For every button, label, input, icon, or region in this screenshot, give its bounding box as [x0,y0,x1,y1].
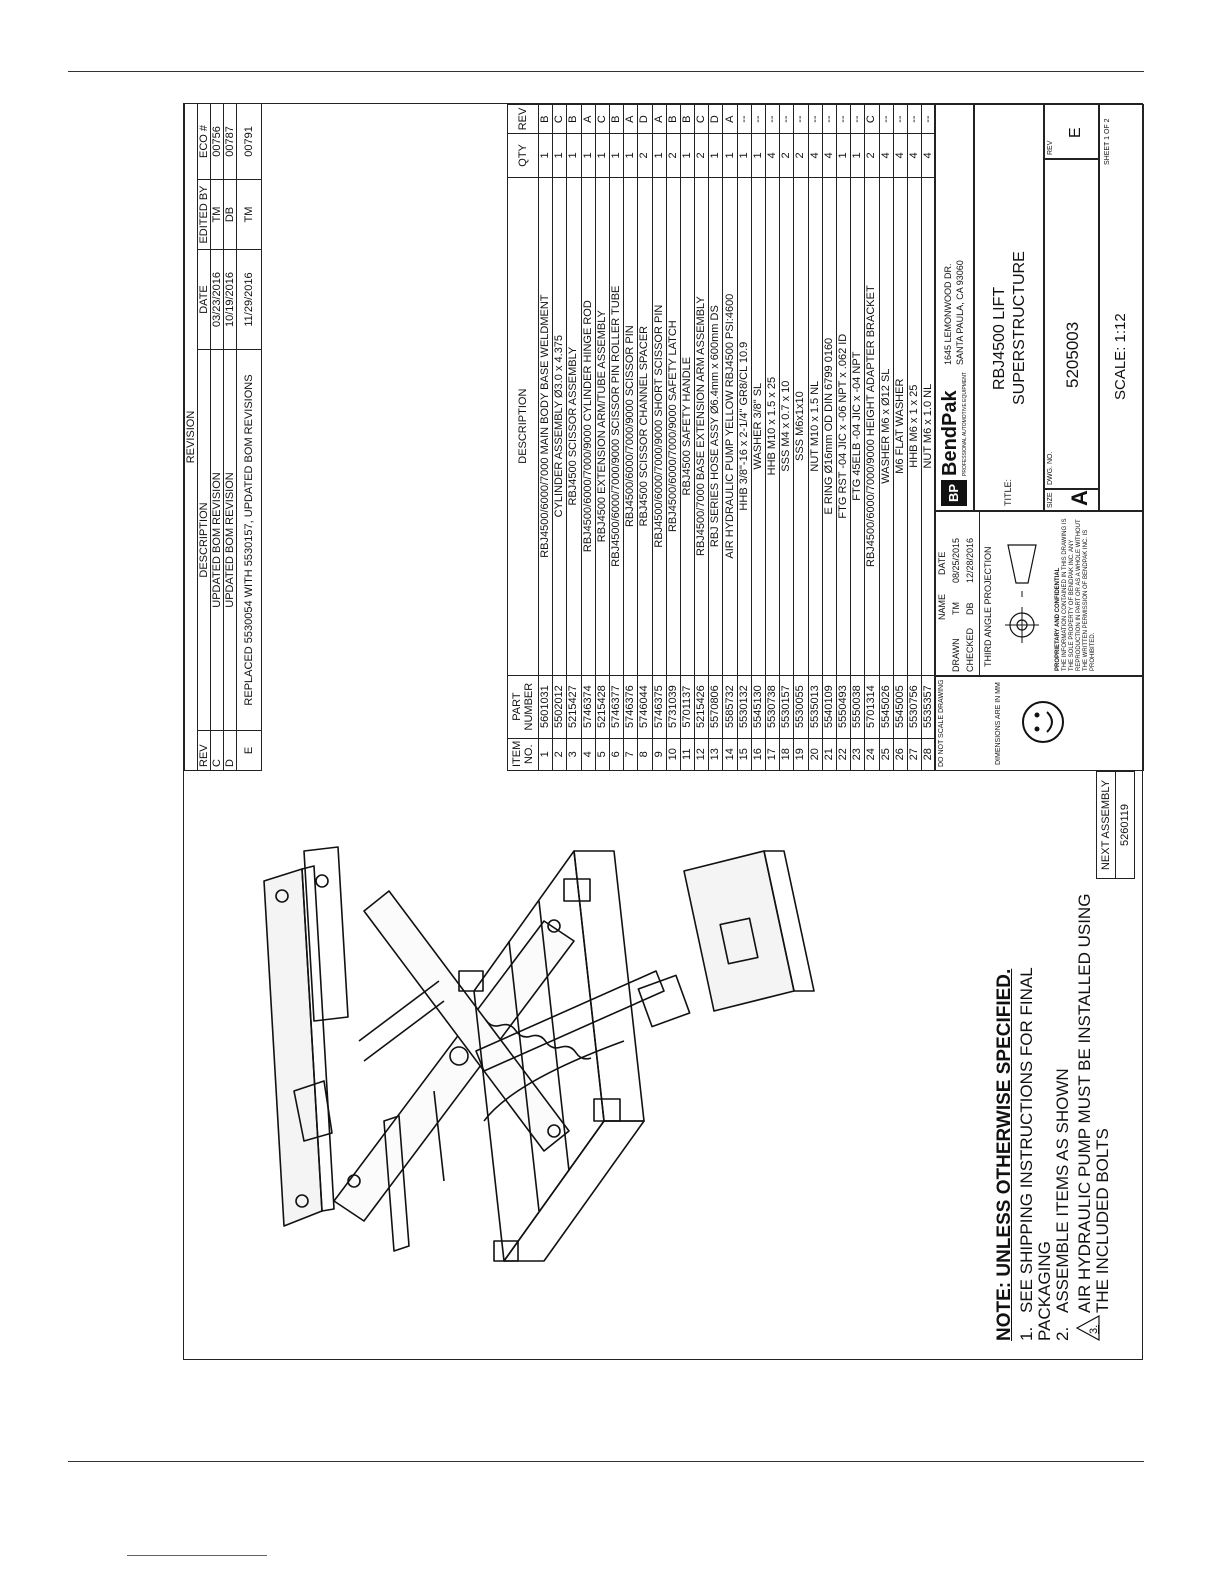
bom-cell-part: 5530157 [780,675,794,738]
bom-cell-description: SSS M4 x 0.7 x 10 [780,177,794,675]
table-row [794,105,808,771]
bom-cell-description: RBJ4500/6000/7000/9000 HEIGHT ADAPTER BRACKET [865,177,879,675]
bom-cell-description: NUT M10 x 1.5 NL [808,177,822,675]
bom-cell-description: HHB 3/8"-16 x 2-1/4" GR8/CL 10.9 [737,177,751,675]
bom-cell-qty: 1 [680,134,694,177]
bom-cell-qty: 1 [595,134,609,177]
address-line-2: SANTA PAULA, CA 93060 [955,260,965,365]
bom-cell-item: 1 [539,738,553,770]
bom-cell-rev: B [666,105,680,134]
bom-cell-part: 5731039 [666,675,680,738]
bom-cell-rev: C [695,105,709,134]
proprietary-notice: PROPRIETARY AND CONFIDENTIAL THE INFORMATION CONTAINED IN THIS DRAWING IS THE SOLE PROPERTY OF BENDPAK INC. ANY REPRODUCTION IN PART OR AS A WHOLE WITHOUT THE WRITTEN PERMISSION OF BENDPAK INC. IS PROHIBITED. [1055,518,1096,671]
bom-cell-qty: 1 [567,134,581,177]
bom-cell-part: 5746376 [624,675,638,738]
bom-cell-part: 5545026 [879,675,893,738]
bom-cell-part: 5550493 [836,675,850,738]
table-row: E REPLACED 5530054 WITH 5530157, UPDATED BOM REVISIONS 11/29/2016 TM 00791 [237,103,262,770]
bom-cell-part: 5540109 [822,675,836,738]
table-row [609,105,623,771]
scale-value: SCALE: 1:12 [1112,313,1129,400]
bom-cell-part: 5530055 [794,675,808,738]
bom-cell-description: HHB M6 x 1 x 25 [907,177,921,675]
bom-cell-item: 9 [652,738,666,770]
bom-cell-rev: -- [794,105,808,134]
next-assembly-label: NEXT ASSEMBLY [1097,772,1116,879]
bom-cell-item: 5 [595,738,609,770]
table-row [865,105,879,771]
part-header: PART NUMBER [508,675,539,738]
bom-cell-item: 7 [624,738,638,770]
table-row [851,105,865,771]
bom-cell-item: 4 [581,738,595,770]
table-row [836,105,850,771]
bom-cell-item: 10 [666,738,680,770]
size-box [1044,489,1099,511]
table-row [893,105,907,771]
bom-cell-description: RBJ4500/6000/7000/9000 SHORT SCISSOR PIN [652,177,666,675]
bom-cell-rev: -- [737,105,751,134]
bom-cell-item: 6 [609,738,623,770]
bom-cell-rev: A [723,105,737,134]
lift-assembly-illustration [244,821,904,1321]
bom-cell-qty: 4 [893,134,907,177]
bom-cell-rev: -- [766,105,780,134]
bom-cell-item: 11 [680,738,694,770]
next-assembly-box [1096,771,1135,879]
table-row [709,105,723,771]
bom-cell-qty: 4 [766,134,780,177]
bom-cell-part: 5502012 [553,675,567,738]
bom-cell-part: 5701137 [680,675,694,738]
bom-cell-item: 22 [836,738,850,770]
qty-header: QTY [508,134,539,177]
bom-cell-description: WASHER 3/8" SL [751,177,765,675]
drawn-date: 08/25/2015 [951,537,961,583]
bom-cell-part: 5550038 [851,675,865,738]
table-row [695,105,709,771]
rev-box-value: E [1067,127,1084,138]
table-row [638,105,652,771]
rev-box [1044,104,1099,159]
bom-cell-rev: A [624,105,638,134]
bom-cell-description: RBJ SERIES HOSE ASSY Ø6.4mm x 600mm DS [709,177,723,675]
bom-cell-part: 5545005 [893,675,907,738]
note-item-1: 1.SEE SHIPPING INSTRUCTIONS FOR FINAL PACKAGING [1017,967,1054,1341]
general-info-box [934,676,1144,771]
title-block [934,104,1144,771]
bom-cell-part: 5530132 [737,675,751,738]
sheet-value: SHEET 1 OF 2 [1104,118,1111,165]
company-name: BendPak [939,390,961,476]
rev-box-label: REV [1047,140,1054,155]
bom-cell-qty: 2 [695,134,709,177]
bom-cell-description: HHB M10 x 1.5 x 25 [766,177,780,675]
bom-cell-rev: B [567,105,581,134]
table-row [737,105,751,771]
bom-cell-item: 25 [879,738,893,770]
description-header: DESCRIPTION [198,350,211,731]
projection-label: THIRD ANGLE PROJECTION [983,546,993,667]
bom-cell-qty: 1 [553,134,567,177]
bom-cell-description: NUT M6 x 1.0 NL [922,177,936,675]
table-row [652,105,666,771]
title-box [974,104,1044,511]
bom-cell-item: 17 [766,738,780,770]
bottom-rule [68,1461,1144,1462]
bom-cell-rev: -- [851,105,865,134]
revision-table [184,103,262,771]
bom-cell-description: RBJ4500 SCISSOR CHANNEL SPACER [638,177,652,675]
date-header: DATE [198,250,211,350]
table-row [666,105,680,771]
bom-cell-qty: 1 [851,134,865,177]
bom-cell-qty: 4 [808,134,822,177]
scale-box [1099,104,1144,511]
bom-cell-item: 19 [794,738,808,770]
bom-cell-part: 5701314 [865,675,879,738]
bom-cell-item: 24 [865,738,879,770]
bom-cell-item: 18 [780,738,794,770]
bom-cell-part: 5535357 [922,675,936,738]
name-label: NAME [937,593,947,620]
do-not-scale-label: DO NOT SCALE DRAWING [938,679,945,767]
drawn-label: DRAWN [951,638,961,672]
table-row [553,105,567,771]
bom-cell-description: WASHER M6 x Ø12 SL [879,177,893,675]
bom-cell-description: RBJ4500/6000/7000/9000 SCISSOR PIN [624,177,638,675]
table-row [822,105,836,771]
company-box [934,104,974,511]
bom-cell-qty: 1 [751,134,765,177]
table-row [766,105,780,771]
bom-cell-part: 5601031 [539,675,553,738]
bom-cell-part: 5570806 [709,675,723,738]
bom-cell-qty: 2 [794,134,808,177]
bom-cell-part: 5585732 [723,675,737,738]
bom-cell-qty: 2 [638,134,652,177]
bom-cell-part: 5746044 [638,675,652,738]
bom-cell-rev: B [539,105,553,134]
bom-cell-qty: 2 [780,134,794,177]
bom-cell-description: AIR HYDRAULIC PUMP YELLOW RBJ4500 PSI:4600 [723,177,737,675]
edited-by-header: EDITED BY [198,180,211,250]
bom-cell-description: RBJ4500/6000/7000/9000 SAFETY LATCH [666,177,680,675]
date-label: DATE [937,551,947,575]
bom-cell-item: 20 [808,738,822,770]
table-row [567,105,581,771]
bom-cell-qty: 1 [836,134,850,177]
bom-cell-item: 12 [695,738,709,770]
rev-header: REV [198,731,211,771]
bom-cell-item: 8 [638,738,652,770]
bom-cell-qty: 1 [624,134,638,177]
bendpak-logo-icon: BP [941,480,967,506]
bom-cell-rev: -- [808,105,822,134]
table-row [680,105,694,771]
bom-cell-description: CYLINDER ASSEMBLY Ø3.0 x 4.375 [553,177,567,675]
bom-cell-rev: -- [922,105,936,134]
dwg-no-box [1044,159,1099,489]
bom-cell-item: 27 [907,738,921,770]
bom-cell-item: 28 [922,738,936,770]
bom-cell-item: 21 [822,738,836,770]
bom-cell-qty: 1 [652,134,666,177]
bom-cell-rev: A [581,105,595,134]
table-row [879,105,893,771]
bom-cell-rev: -- [751,105,765,134]
bom-cell-qty: 2 [666,134,680,177]
table-row [808,105,822,771]
bom-table [507,104,936,771]
rotated-sheet [184,104,1144,1361]
revision-triangle-icon: 3. [1076,1313,1102,1341]
bom-cell-rev: A [652,105,666,134]
bom-cell-part: 5215428 [595,675,609,738]
bom-cell-part: 5746377 [609,675,623,738]
bom-cell-qty: 4 [822,134,836,177]
note-item-2: 2.ASSEMBLE ITEMS AS SHOWN [1053,1068,1072,1341]
next-assembly-value: 5260119 [1116,772,1135,879]
bom-cell-description: FTG 45ELB -04 JIC x -04 NPT [851,177,865,675]
dwg-no-label: DWG. NO. [1047,451,1054,485]
bom-cell-rev: C [553,105,567,134]
bom-cell-description: FTG RST -04 JIC x -06 NPT x .062 ID [836,177,850,675]
bom-cell-rev: C [595,105,609,134]
drawn-name: TM [951,602,961,615]
bom-cell-rev: -- [893,105,907,134]
bom-cell-item: 16 [751,738,765,770]
bom-cell-rev: -- [780,105,794,134]
size-label: SIZE [1047,492,1054,508]
checked-name: DB [965,602,975,615]
table-row [581,105,595,771]
dwg-no-value: 5205003 [1063,321,1082,388]
drawing-title-1: RBJ4500 LIFT [991,286,1008,390]
bom-cell-rev: B [609,105,623,134]
bom-cell-item: 2 [553,738,567,770]
note-item-3: 3. AIR HYDRAULIC PUMP MUST BE INSTALLED USING THE INCLUDED BOLTS [1076,871,1112,1341]
bom-cell-description: RBJ4500 SCISSOR ASSEMBLY [567,177,581,675]
table-row [539,105,553,771]
bom-cell-part: 5215426 [695,675,709,738]
bom-cell-description: RBJ4500 SAFETY HANDLE [680,177,694,675]
projection-symbol-icon [1000,535,1044,655]
dimensions-label: DIMENSIONS ARE IN MM [995,682,1002,765]
bom-cell-item: 13 [709,738,723,770]
bom-cell-item: 3 [567,738,581,770]
table-row: C UPDATED BOM REVISION 03/23/2016 TM 00756 [211,103,224,770]
size-value: A [1067,490,1092,506]
bom-cell-part: 5530756 [907,675,921,738]
bom-rev-header: REV [508,105,539,134]
bom-cell-rev: -- [822,105,836,134]
bom-cell-part: 5545130 [751,675,765,738]
bom-cell-description: E RING Ø16mm OD DIN 6799 0160 [822,177,836,675]
bom-cell-part: 5746374 [581,675,595,738]
bom-cell-rev: D [638,105,652,134]
bom-cell-part: 5746375 [652,675,666,738]
checked-label: CHECKED [965,627,975,672]
table-row [595,105,609,771]
bom-cell-part: 5215427 [567,675,581,738]
bom-cell-description: RBJ4500/6000/7000/9000 CYLINDER HINGE ROD [581,177,595,675]
notes-heading: NOTE: UNLESS OTHERWISE SPECIFIED. [994,968,1015,1341]
bom-cell-item: 15 [737,738,751,770]
table-row [907,105,921,771]
bom-cell-qty: 4 [879,134,893,177]
bom-cell-rev: D [709,105,723,134]
top-rule [68,71,1144,72]
bom-body [539,105,936,771]
bom-cell-qty: 1 [709,134,723,177]
company-tagline: PROFESSIONAL AUTOMOTIVE EQUIPMENT [962,372,968,476]
bom-cell-qty: 1 [723,134,737,177]
bom-cell-rev: C [865,105,879,134]
table-row [751,105,765,771]
item-header: ITEM NO. [508,738,539,770]
approval-box [934,511,1144,676]
drawing-frame [183,103,1143,1360]
bom-cell-qty: 2 [865,134,879,177]
bom-cell-description: M6 FLAT WASHER [893,177,907,675]
drawing-title-2: SUPERSTRUCTURE [1011,251,1028,405]
checked-date: 12/28/2016 [965,537,975,583]
bom-description-header: DESCRIPTION [508,177,539,675]
table-row [723,105,737,771]
address-line-1: 1645 LEMONWOOD DR. [943,263,953,365]
bom-cell-description: RBJ4500 EXTENSION ARM/TUBE ASSEMBLY [595,177,609,675]
bom-cell-description: RBJ4500/6000/7000/9000 SCISSOR PIN ROLLER TUBE [609,177,623,675]
bom-cell-rev: B [680,105,694,134]
table-row: D UPDATED BOM REVISION 10/19/2016 DB 00787 [224,103,237,770]
bom-cell-item: 14 [723,738,737,770]
bom-cell-item: 23 [851,738,865,770]
footer-link-underline[interactable] [127,1555,267,1556]
revision-title: REVISION [185,103,198,770]
notes-block [996,871,1112,1341]
bom-cell-description: RBJ4500/7000 BASE EXTENSION ARM ASSEMBLY [695,177,709,675]
smiley-icon [1020,699,1066,745]
bom-cell-item: 26 [893,738,907,770]
bom-cell-description: RBJ4500/6000/7000 MAIN BODY BASE WELDMENT [539,177,553,675]
bom-cell-qty: 4 [922,134,936,177]
table-row [780,105,794,771]
bom-cell-rev: -- [836,105,850,134]
bom-cell-part: 5530738 [766,675,780,738]
title-label: TITLE: [1003,478,1013,506]
bom-cell-part: 5535013 [808,675,822,738]
table-row [624,105,638,771]
bom-cell-rev: -- [907,105,921,134]
bom-cell-qty: 1 [539,134,553,177]
bom-cell-qty: 1 [737,134,751,177]
bom-cell-rev: -- [879,105,893,134]
bom-cell-qty: 1 [609,134,623,177]
bom-cell-qty: 1 [581,134,595,177]
bom-cell-qty: 4 [907,134,921,177]
eco-header: ECO # [198,103,211,179]
bom-cell-description: SSS M6x1x10 [794,177,808,675]
